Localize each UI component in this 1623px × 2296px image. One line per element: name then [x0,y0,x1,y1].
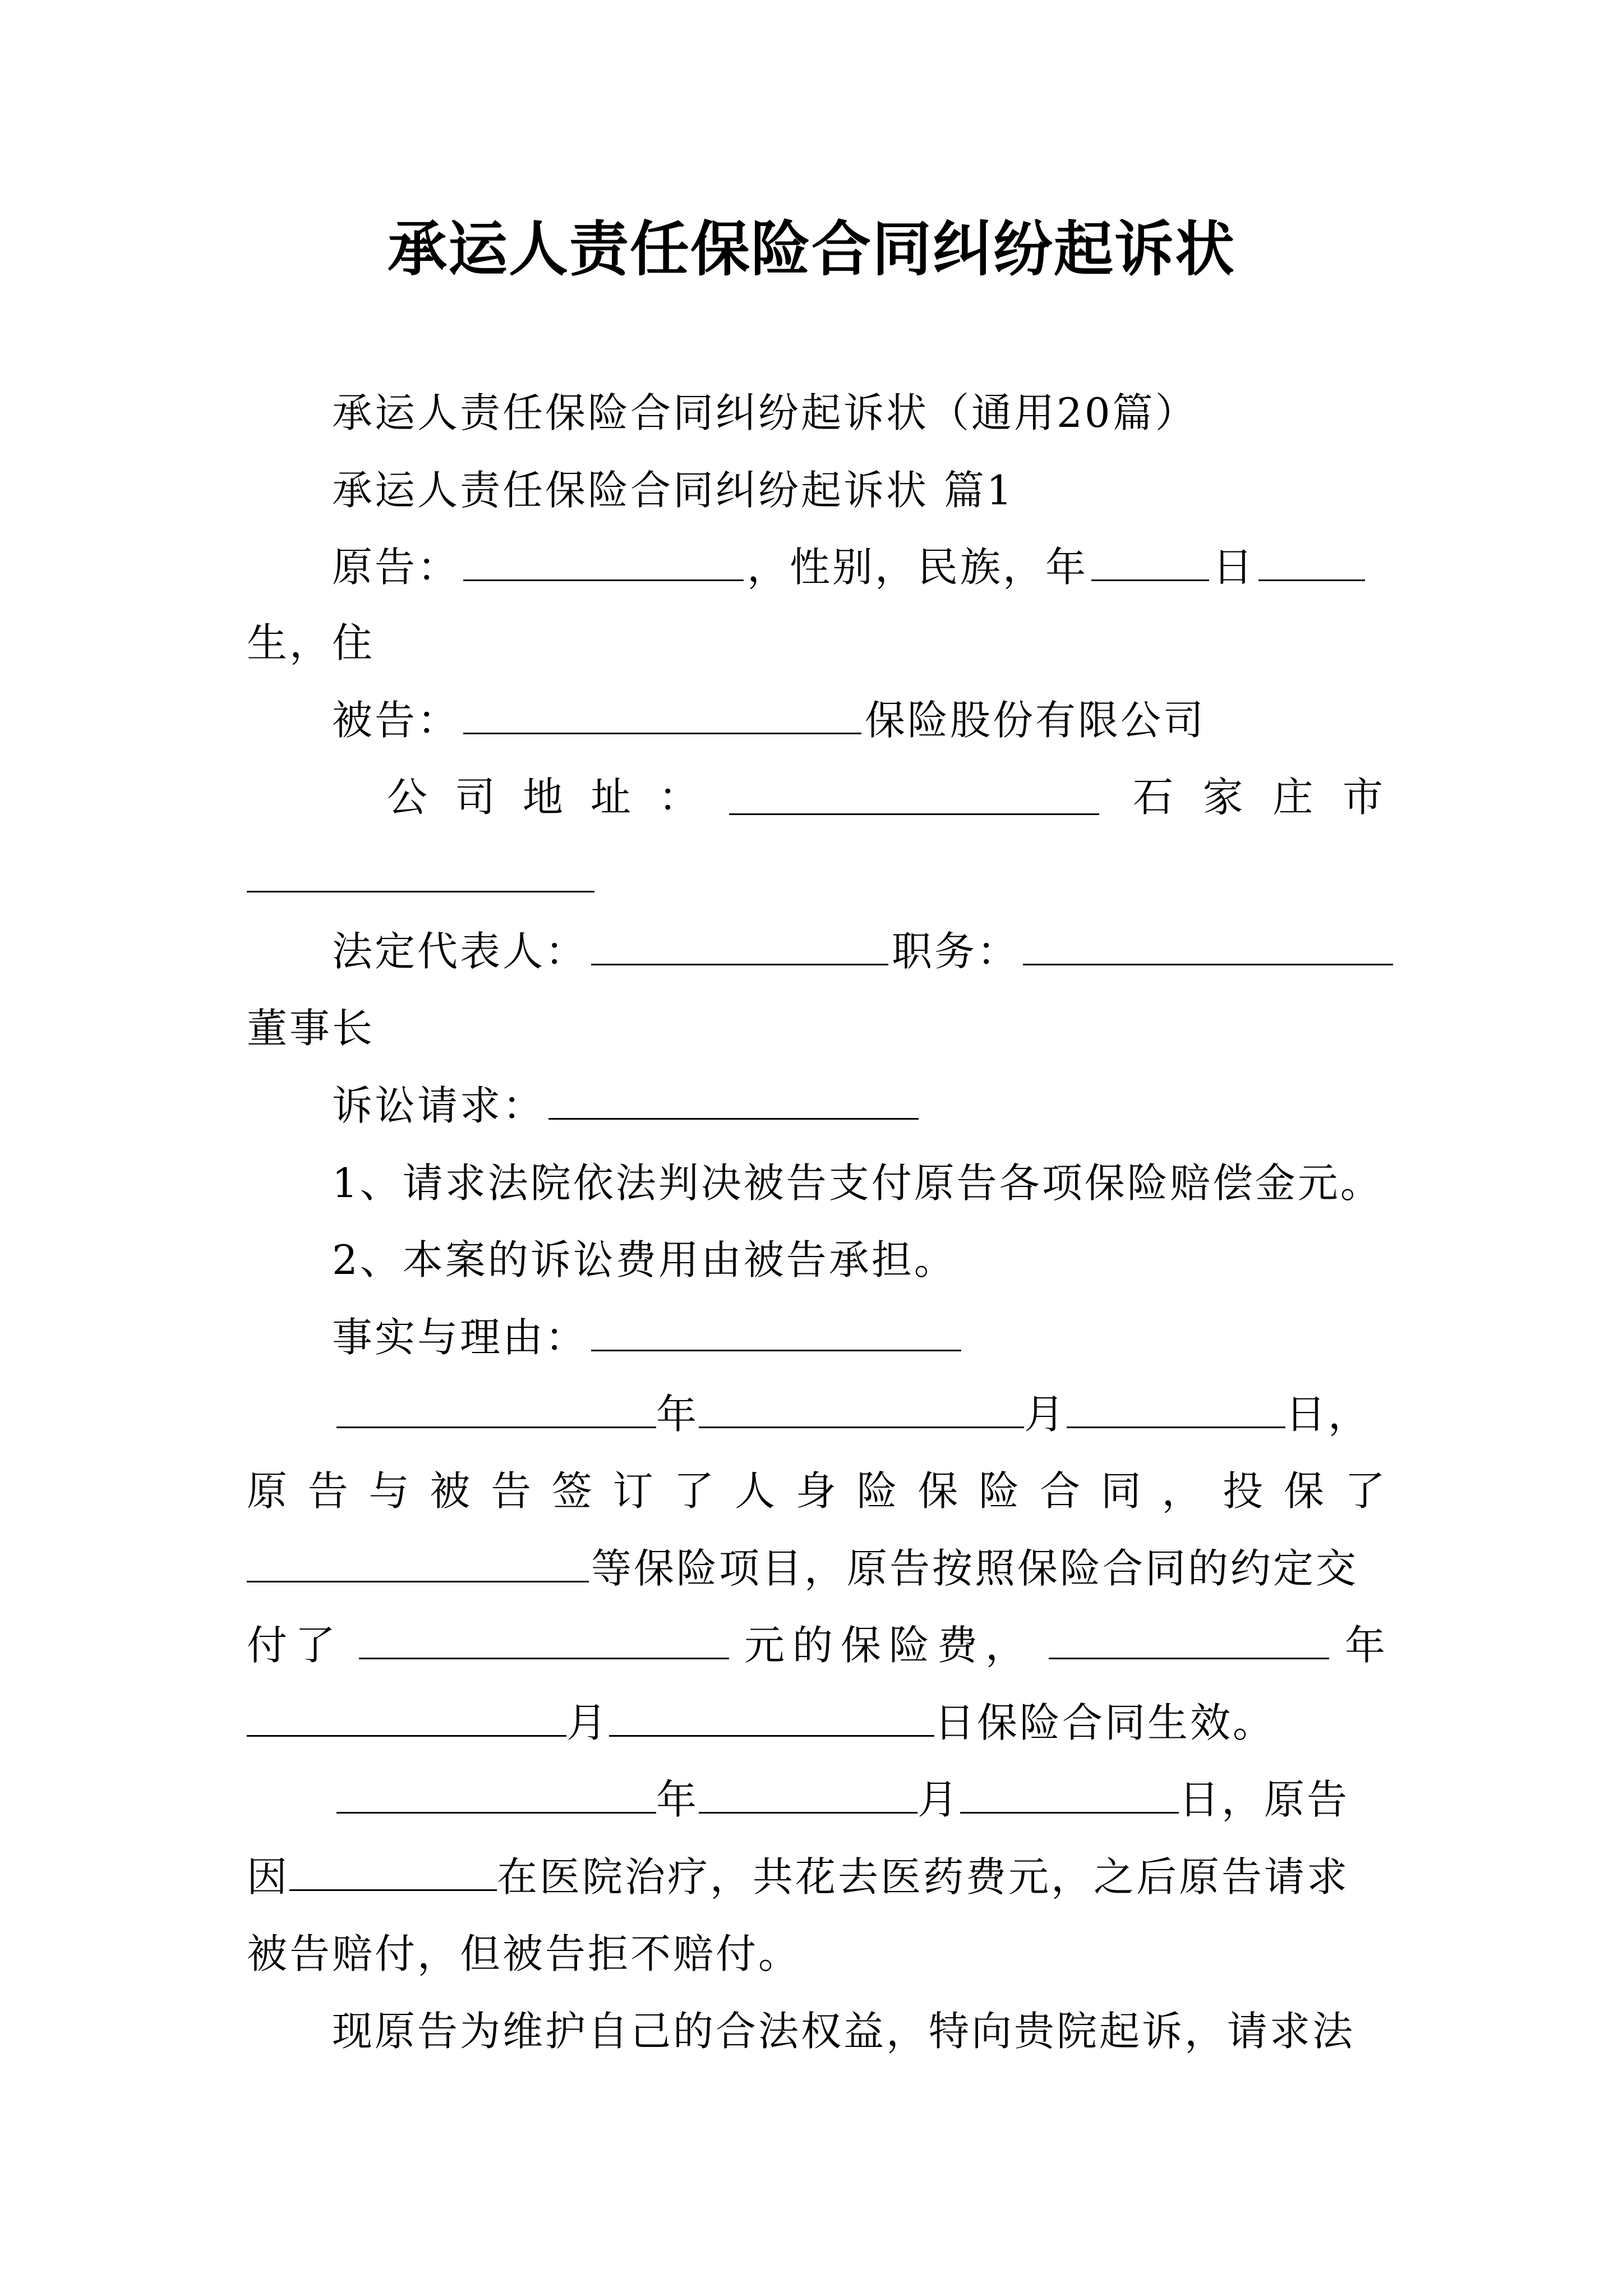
p1-char: 保 [1284,1467,1325,1515]
p1-char: 告 [491,1467,532,1515]
p1-char: 签 [551,1467,592,1515]
p1-char: 同 [1100,1467,1141,1515]
sign-month-blank [699,1394,1024,1428]
facts-p2-line3: 被告赔付，但被告拒不赔付。 [247,1930,801,1977]
facts-p1-line2 [247,1467,1385,1515]
premium-blank [359,1625,729,1659]
sign-day-blank [1067,1394,1285,1428]
facts-p3-line1: 现原告为维护自己的合法权益，特向贵院起诉，请求法 [332,2008,1355,2055]
year-char-3: 年 [656,1776,699,1823]
address-city-char: 石 [1133,774,1176,821]
plaintiff-mid: ，性别，民族，年 [747,544,1089,591]
position-blank [1023,931,1393,965]
claim-item-1: 1、请求法院依法判决被告支付原告各项保险赔偿金元。 [332,1159,1383,1207]
p1-line3-text: 等保险项目，原告按照保险合同的约定交 [591,1545,1359,1592]
claim-item-2: 2、本案的诉讼费用由被告承担。 [332,1236,957,1283]
defendant-suffix: 保险股份有限公司 [865,697,1206,744]
p1-char: 合 [1039,1467,1080,1515]
p1-line4-b: 元的保险费， [744,1622,1034,1669]
p1-char: 身 [795,1467,836,1515]
month-char: 月 [1024,1391,1067,1438]
p1-char: 险 [856,1467,897,1515]
p1-char: 订 [612,1467,653,1515]
position-label: 职务： [892,928,1020,975]
cause-blank [289,1857,497,1891]
address-city-char: 市 [1342,774,1385,821]
legal-rep-title: 董事长 [247,1005,375,1052]
address-label-char: 址 [590,774,633,821]
p1-char: 了 [674,1467,714,1515]
plaintiff-line [332,544,1368,591]
year-char: 年 [656,1391,699,1438]
legal-rep-blank [591,931,888,965]
effective-month-blank [247,1703,566,1737]
facts-p1-line1 [336,1391,1385,1438]
address-label-char: 地 [522,774,565,821]
address-label-char: 公 [387,774,430,821]
facts-p2-line2 [247,1853,1350,1901]
defendant-label: 被告： [332,697,460,744]
sign-year-blank [336,1394,656,1428]
claims-label: 诉讼请求： [332,1082,546,1129]
p1-line5-tail: 日保险合同生效。 [934,1699,1276,1746]
legal-rep-line [332,928,1396,975]
plaintiff-cont: 生，住 [247,619,375,666]
legal-rep-label: 法定代表人： [332,928,588,975]
facts-p2-line1 [336,1776,1350,1823]
address-city [1133,774,1385,821]
doc-subtitle: 承运人责任保险合同纠纷起诉状（通用20篇） [332,389,1198,436]
month-char-2: 月 [566,1699,610,1746]
p1-char: 人 [735,1467,776,1515]
treat-year-blank [336,1779,656,1814]
p2-line2-a: 因 [247,1853,290,1901]
address-blank-2 [247,891,594,892]
p1-char: ， [1161,1467,1202,1515]
facts-p1-line3 [247,1545,1359,1592]
claims-blank [548,1085,919,1120]
p1-char: 与 [368,1467,409,1515]
chapter-heading: 承运人责任保险合同纠纷起诉状 篇1 [332,467,1015,514]
day-comma: 日， [1285,1391,1371,1438]
facts-p1-line5 [247,1699,1276,1746]
month-char-3: 月 [917,1776,961,1823]
plaintiff-label: 原告： [332,544,460,591]
facts-label: 事实与理由： [332,1314,588,1361]
p1-char: 保 [917,1467,958,1515]
facts-line [332,1314,965,1361]
plaintiff-day: 日 [1212,544,1256,591]
defendant-name-blank [463,700,861,734]
treat-day-blank [960,1779,1179,1814]
p2-line1-tail: 日，原告 [1179,1776,1350,1823]
p1-char: 告 [307,1467,348,1515]
effective-year-blank [1049,1625,1329,1659]
address-label [387,774,701,821]
address-label-char: 司 [454,774,497,821]
address-label-char: ： [658,774,701,821]
document-title: 承运人责任保险合同纠纷起诉状 [388,214,1235,284]
p1-char: 险 [979,1467,1020,1515]
p1-char: 投 [1223,1467,1264,1515]
claims-line [332,1082,922,1129]
birth-day-blank [1258,547,1365,581]
insured-items-blank [247,1548,589,1582]
address-blank [729,813,1099,815]
year-char-2: 年 [1344,1622,1385,1669]
p1-char: 被 [430,1467,471,1515]
p2-line2-b: 在医院治疗，共花去医药费元，之后原告请求 [497,1853,1350,1901]
defendant-line [332,697,1206,744]
address-city-char: 庄 [1272,774,1316,821]
effective-day-blank [609,1703,934,1737]
facts-blank [591,1317,961,1351]
p1-char: 原 [247,1467,288,1515]
p1-char: 了 [1344,1467,1385,1515]
p1-line4-a: 付了 [247,1622,344,1669]
address-city-char: 家 [1202,774,1246,821]
birth-month-blank [1091,547,1209,581]
treat-month-blank [699,1779,917,1814]
plaintiff-name-blank [463,547,744,581]
facts-p1-line4 [247,1622,1385,1669]
